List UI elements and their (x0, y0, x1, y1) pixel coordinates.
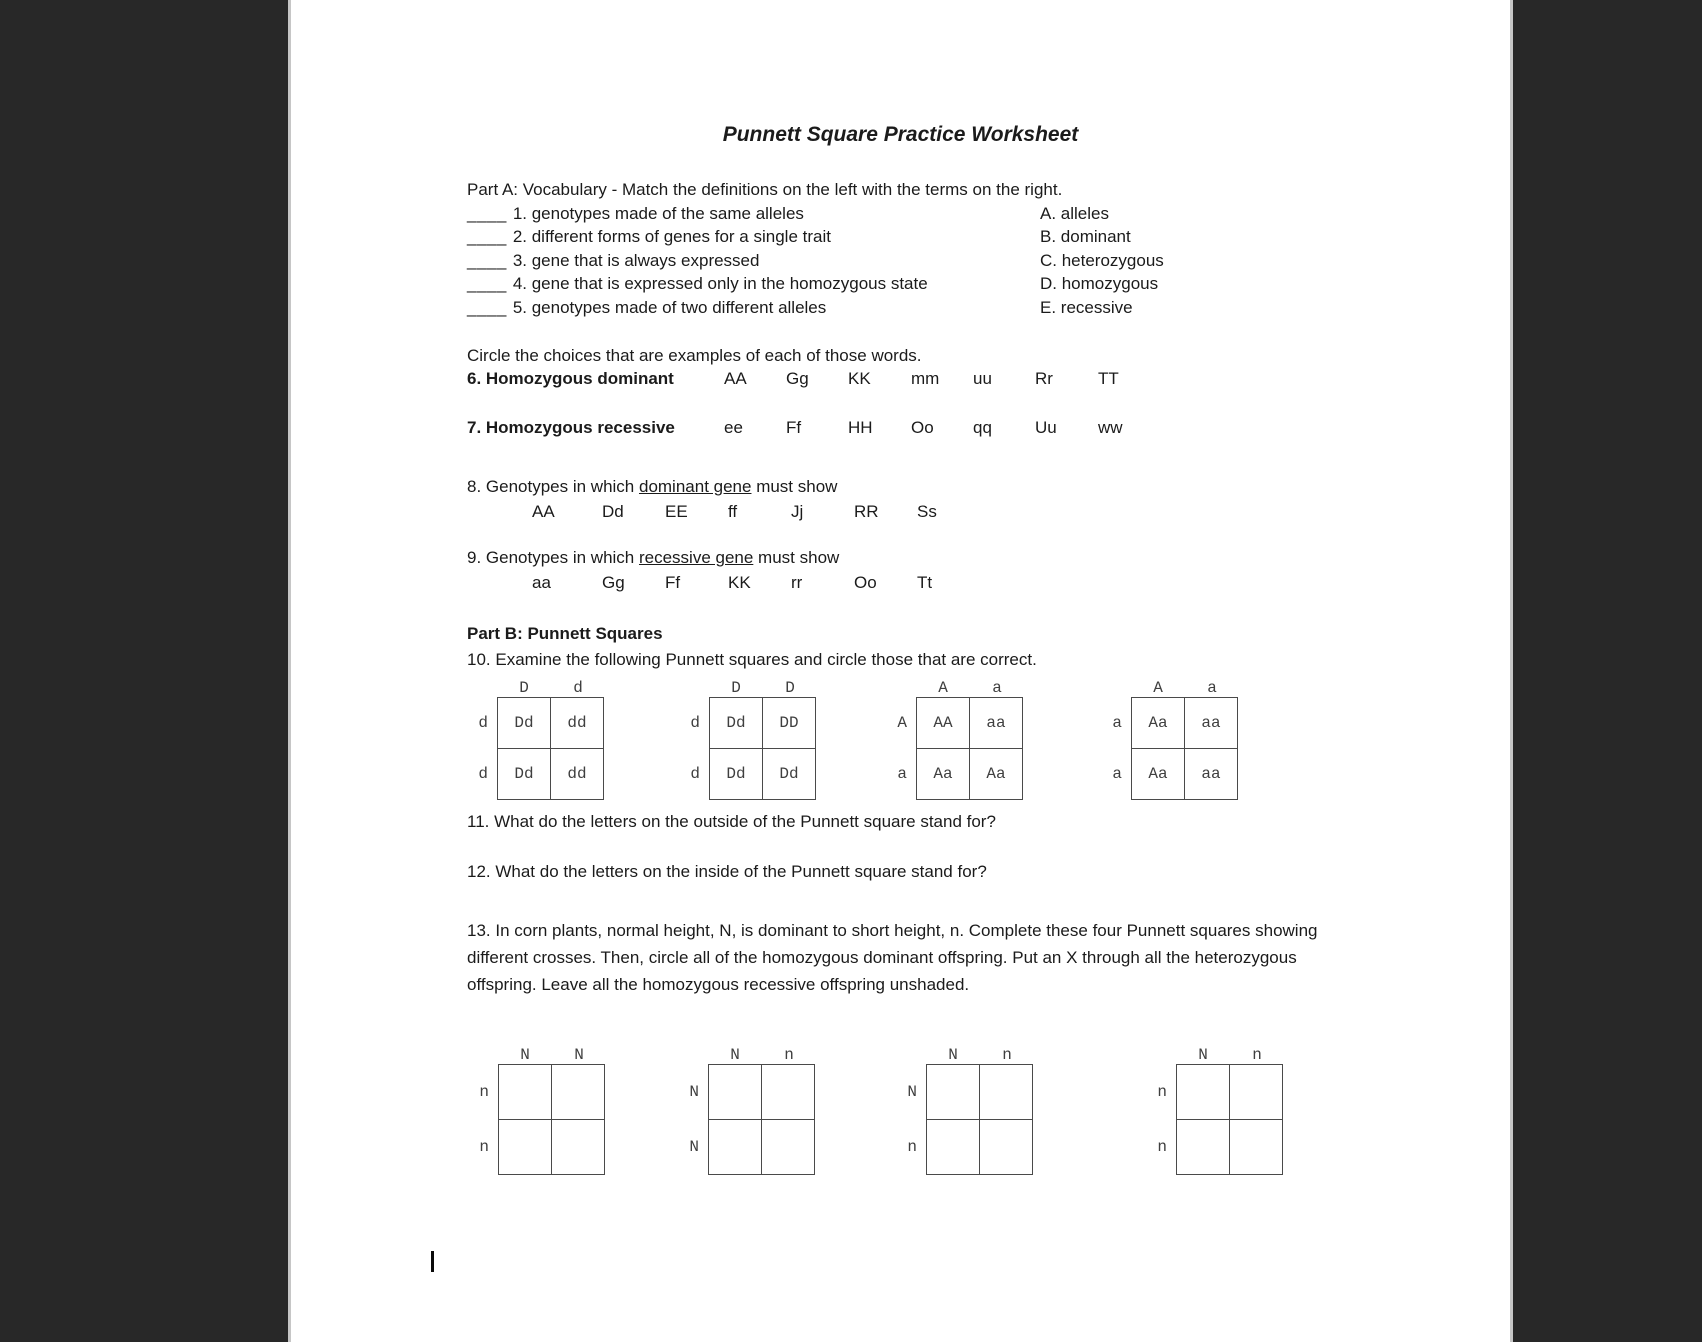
q8-prefix: 8. Genotypes in which (467, 477, 639, 496)
col-labels (1176, 1042, 1284, 1064)
document-page[interactable] (288, 0, 1513, 1342)
row-labels (889, 697, 916, 800)
punnett-cell (552, 1065, 605, 1120)
match-item-text: 3. gene that is always expressed (512, 250, 760, 270)
row-label: a (1112, 765, 1122, 784)
col-label: A (938, 679, 948, 697)
punnett-cell (709, 1120, 762, 1175)
match-item-text: 4. gene that is expressed only in the homozygous state (512, 274, 928, 294)
row-label: N (689, 1082, 699, 1101)
q9-option: KK (728, 573, 751, 592)
answer-blank: ____ (467, 227, 507, 247)
row-label: N (907, 1082, 917, 1101)
col-label: N (574, 1046, 584, 1064)
punnett-cell: Aa (970, 749, 1023, 800)
q9-option: Tt (917, 573, 933, 592)
match-item (467, 225, 928, 248)
q6-option: AA (724, 369, 747, 388)
punnett-square-q13-2 (681, 1042, 816, 1175)
punnett-cell: Aa (1132, 698, 1185, 749)
col-labels (916, 675, 1024, 697)
part-a-terms (1040, 202, 1164, 319)
punnett-cell (927, 1065, 980, 1120)
q9-prefix: 9. Genotypes in which (467, 548, 639, 567)
punnett-cell (762, 1120, 815, 1175)
row-labels (681, 1064, 708, 1175)
answer-blank: ____ (467, 297, 507, 317)
q9-option: Gg (602, 573, 625, 592)
punnett-cell: AA (917, 698, 970, 749)
row-label: A (897, 713, 907, 732)
match-item (467, 202, 928, 225)
answer-blank: ____ (467, 250, 507, 270)
q9-suffix: must show (753, 548, 840, 567)
q11-text: 11. What do the letters on the outside of the Punnett square stand for? (467, 812, 996, 831)
punnett-cell: dd (551, 749, 604, 800)
punnett-square-q10-4 (1104, 675, 1239, 800)
row-labels (1104, 697, 1131, 800)
q6-option: TT (1098, 369, 1119, 388)
q8-header (467, 477, 837, 497)
punnett-cell (552, 1120, 605, 1175)
part-b-header: Part B: Punnett Squares (467, 624, 663, 643)
q8-option: Ss (917, 502, 937, 521)
punnett-grid (1176, 1064, 1283, 1175)
punnett-grid (497, 697, 604, 800)
punnett-cell: Dd (498, 749, 551, 800)
part-a-items (467, 202, 928, 319)
q8-option: RR (854, 502, 879, 521)
col-label: D (785, 679, 795, 697)
circle-instruction: Circle the choices that are examples of each of those words. (467, 346, 922, 365)
q10-text: 10. Examine the following Punnett squares and circle those that are correct. (467, 650, 1037, 669)
q7-option: Oo (911, 418, 934, 437)
q9-option: rr (791, 573, 803, 592)
row-label: N (689, 1138, 699, 1157)
q8-option: Dd (602, 502, 624, 521)
punnett-square-q13-1 (471, 1042, 606, 1175)
q6-option: uu (973, 369, 992, 388)
row-label: n (1157, 1138, 1167, 1157)
punnett-cell (980, 1065, 1033, 1120)
col-label: D (519, 679, 529, 697)
col-label: n (784, 1046, 794, 1064)
answer-blank: ____ (467, 204, 507, 223)
q8-option: Jj (791, 502, 804, 521)
col-labels (497, 675, 605, 697)
col-labels (926, 1042, 1034, 1064)
q7-row (291, 418, 1510, 440)
q6-option: KK (848, 369, 871, 388)
punnett-square-q10-2 (682, 675, 817, 800)
col-label: N (730, 1046, 740, 1064)
punnett-cell (709, 1065, 762, 1120)
q7-option: ww (1098, 418, 1123, 437)
q8-option: AA (532, 502, 555, 521)
q7-option: Ff (786, 418, 802, 437)
col-labels (708, 1042, 816, 1064)
row-label: n (479, 1082, 489, 1101)
col-label: N (948, 1046, 958, 1064)
q7-option: ee (724, 418, 743, 437)
punnett-cell: aa (1185, 749, 1238, 800)
q12-text: 12. What do the letters on the inside of the Punnett square stand for? (467, 862, 987, 881)
q7-option: HH (848, 418, 873, 437)
term-item: B. dominant (1040, 227, 1131, 247)
col-label: a (992, 679, 1002, 697)
row-labels (1149, 1064, 1176, 1175)
punnett-cell: Dd (710, 749, 763, 800)
row-label: d (478, 713, 488, 732)
q6-label: 6. Homozygous dominant (467, 369, 674, 388)
q6-option: Rr (1035, 369, 1053, 388)
punnett-cell: Dd (710, 698, 763, 749)
q13-text: 13. In corn plants, normal height, N, is dominant to short height, n. Complete these four Punnett squares showing different crosses. Then, circle all of the homozygous dominant offspring. Put an X through all the heterozygous offspring. Leave all the homozygous recessive offspring unshaded. (467, 921, 1318, 994)
q7-option: qq (973, 418, 992, 437)
punnett-cell (499, 1120, 552, 1175)
q7-option: Uu (1035, 418, 1057, 437)
row-labels (682, 697, 709, 800)
punnett-grid (1131, 697, 1238, 800)
term-item: C. heterozygous (1040, 250, 1164, 270)
row-label: d (478, 765, 488, 784)
row-label: a (897, 765, 907, 784)
q6-row (291, 369, 1510, 391)
punnett-cell (499, 1065, 552, 1120)
punnett-grid (708, 1064, 815, 1175)
match-item (467, 296, 928, 319)
punnett-grid (916, 697, 1023, 800)
punnett-cell: aa (970, 698, 1023, 749)
punnett-cell (1230, 1065, 1283, 1120)
answer-blank: ____ (467, 274, 507, 294)
punnett-cell: Dd (498, 698, 551, 749)
col-label: A (1153, 679, 1163, 697)
text-cursor (431, 1251, 434, 1272)
col-label: a (1207, 679, 1217, 697)
term-item: E. recessive (1040, 297, 1133, 317)
match-item (467, 249, 928, 272)
row-labels (470, 697, 497, 800)
punnett-cell (1177, 1120, 1230, 1175)
col-label: D (731, 679, 741, 697)
punnett-grid (926, 1064, 1033, 1175)
q9-option: aa (532, 573, 551, 592)
q8-underlined: dominant gene (638, 477, 752, 496)
punnett-cell: dd (551, 698, 604, 749)
part-a-header: Part A: Vocabulary - Match the definitions on the left with the terms on the right. (467, 180, 1063, 199)
punnett-cell (927, 1120, 980, 1175)
q9-header (467, 548, 839, 568)
match-item (467, 272, 928, 295)
punnett-grid (709, 697, 816, 800)
punnett-square-q10-1 (470, 675, 605, 800)
punnett-cell (980, 1120, 1033, 1175)
row-label: n (1157, 1082, 1167, 1101)
punnett-cell: Aa (917, 749, 970, 800)
match-item-text: 2. different forms of genes for a single trait (512, 227, 831, 247)
col-labels (498, 1042, 606, 1064)
punnett-cell (1230, 1120, 1283, 1175)
col-labels (1131, 675, 1239, 697)
punnett-square-q13-4 (1149, 1042, 1284, 1175)
row-labels (899, 1064, 926, 1175)
q7-label: 7. Homozygous recessive (467, 418, 675, 437)
row-label: d (690, 765, 700, 784)
q9-option: Oo (854, 573, 877, 592)
worksheet-title: Punnett Square Practice Worksheet (722, 123, 1079, 146)
q8-suffix: must show (751, 477, 838, 496)
punnett-cell (1177, 1065, 1230, 1120)
punnett-cell: aa (1185, 698, 1238, 749)
q8-option: EE (665, 502, 688, 521)
row-label: d (690, 713, 700, 732)
q9-underlined: recessive gene (638, 548, 754, 567)
q8-option: ff (728, 502, 738, 521)
row-label: a (1112, 713, 1122, 732)
row-label: n (907, 1138, 917, 1157)
col-label: n (1002, 1046, 1012, 1064)
punnett-square-q13-3 (899, 1042, 1034, 1175)
punnett-grid (498, 1064, 605, 1175)
q9-options-row (291, 573, 1510, 595)
punnett-cell (762, 1065, 815, 1120)
term-item: D. homozygous (1040, 274, 1159, 294)
punnett-cell: DD (763, 698, 816, 749)
q6-option: mm (911, 369, 940, 388)
match-item-text: 5. genotypes made of two different alleles (512, 297, 827, 317)
col-label: N (520, 1046, 530, 1064)
punnett-cell: Dd (763, 749, 816, 800)
row-label: n (479, 1138, 489, 1157)
col-label: n (1252, 1046, 1262, 1064)
punnett-cell: Aa (1132, 749, 1185, 800)
match-item-text: 1. genotypes made of the same alleles (512, 204, 804, 223)
col-label: d (573, 679, 583, 697)
term-item: A. alleles (1040, 204, 1109, 223)
col-label: N (1198, 1046, 1208, 1064)
col-labels (709, 675, 817, 697)
q8-options-row (291, 502, 1510, 524)
punnett-square-q10-3 (889, 675, 1024, 800)
q9-option: Ff (665, 573, 681, 592)
row-labels (471, 1064, 498, 1175)
q6-option: Gg (786, 369, 809, 388)
